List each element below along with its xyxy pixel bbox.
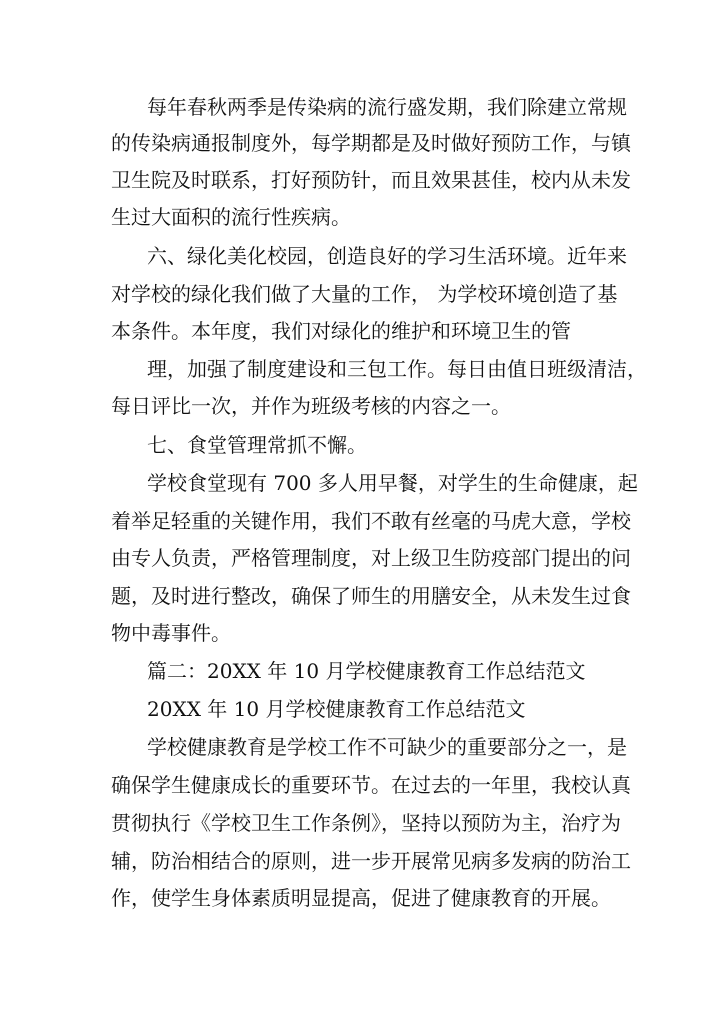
paragraph-line: 着举足轻重的关键作用，我们不敢有丝毫的马虎大意，学校	[111, 509, 631, 533]
paragraph-line: 理，加强了制度建设和三包工作。每日由值日班级清洁，	[147, 357, 647, 381]
paragraph-line: 学校食堂现有 700 多人用早餐，对学生的生命健康，起	[147, 471, 638, 495]
paragraph-line: 作，使学生身体素质明显提高，促进了健康教育的开展。	[111, 886, 611, 910]
paragraph-line: 对学校的绿化我们做了大量的工作， 为学校环境创造了基	[111, 282, 618, 306]
paragraph-line: 辅，防治相结合的原则，进一步开展常见病多发病的防治工	[111, 849, 631, 873]
paragraph-line: 确保学生健康成长的重要环节。在过去的一年里，我校认真	[111, 773, 631, 797]
paragraph-line: 题，及时进行整改，确保了师生的用膳安全，从未发生过食	[111, 584, 631, 608]
paragraph-line: 物中毒事件。	[111, 621, 231, 645]
paragraph-line: 贯彻执行《学校卫生工作条例》，坚持以预防为主，治疗为	[111, 811, 621, 835]
paragraph-line: 卫生院及时联系，打好预防针，而且效果甚佳，校内从未发	[111, 168, 631, 192]
section-heading-line: 六、绿化美化校园，创造良好的学习生活环境。近年来	[147, 244, 627, 268]
paragraph-line: 生过大面积的流行性疾病。	[111, 205, 351, 229]
paragraph-line: 每日评比一次，并作为班级考核的内容之一。	[111, 394, 511, 418]
paragraph-line: 由专人负责，严格管理制度，对上级卫生防疫部门提出的问	[111, 546, 631, 570]
paragraph-line: 学校健康教育是学校工作不可缺少的重要部分之一，是	[147, 735, 627, 759]
section-heading-line: 七、食堂管理常抓不懈。	[147, 433, 367, 457]
paragraph-line: 的传染病通报制度外，每学期都是及时做好预防工作，与镇	[111, 131, 631, 155]
article-title-line: 篇二：20XX 年 10 月学校健康教育工作总结范文	[147, 659, 586, 683]
paragraph-line: 本条件。本年度，我们对绿化的维护和环境卫生的管	[111, 319, 571, 343]
paragraph-line: 每年春秋两季是传染病的流行盛发期，我们除建立常规	[147, 95, 627, 119]
article-subtitle-line: 20XX 年 10 月学校健康教育工作总结范文	[147, 697, 526, 721]
